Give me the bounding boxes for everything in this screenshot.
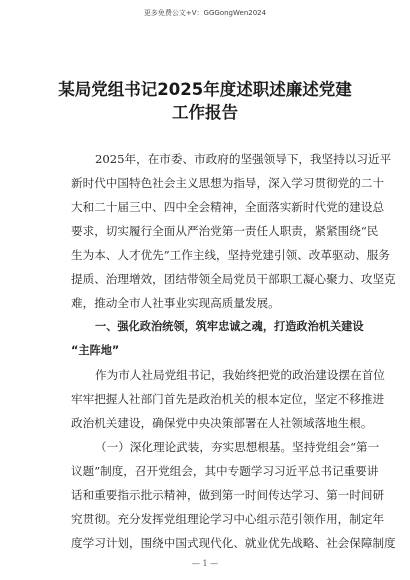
body-line: 究贯彻。充分发挥党组理论学习中心组示范引领作用，制定年 <box>71 512 385 526</box>
subsection-line: （一）深化理论武装，夯实思想根基。坚持党组会“第一 <box>95 440 380 454</box>
body-line: 大和二十届三中、四中全会精神，全面落实新时代党的建设总 <box>71 200 385 214</box>
body-line: 难，推动全市人社事业实现高质量发展。 <box>71 296 280 310</box>
body-line: 作为市人社局党组书记，我始终把党的政治建设摆在首位 <box>95 368 385 382</box>
body-line: 2025年，在市委、市政府的坚强领导下，我坚持以习近平 <box>95 152 392 166</box>
section-heading-line: 一、强化政治统领，筑牢忠诚之魂，打造政治机关建设 <box>95 320 364 333</box>
header-note: 更多免费公文+V：GGGongWen2024 <box>143 9 267 17</box>
body-line: 话和重要指示批示精神，做到第一时间传达学习、第一时间研 <box>71 488 385 502</box>
body-line: 生为本、人才优先”工作主线，坚持党建引领、改革驱动、服务 <box>71 248 390 262</box>
page-number: — 1 — <box>191 559 219 568</box>
body-line: 议题”制度，召开党组会，其中专题学习习近平总书记重要讲 <box>71 464 379 478</box>
section-heading-line: “主阵地” <box>71 344 120 357</box>
body-line: 要求，切实履行全面从严治党第一责任人职责，紧紧围绕“民 <box>71 224 379 238</box>
body-line: 度学习计划，围绕中国式现代化、就业优先战略、社会保障制度 <box>71 536 396 550</box>
body-line: 提质、治理增效，团结带领全局党员干部职工凝心聚力、攻坚克 <box>71 272 396 286</box>
body-line: 牢牢把握人社部门首先是政治机关的根本定位，坚定不移推进 <box>71 392 385 406</box>
body-line: 新时代中国特色社会主义思想为指导，深入学习贯彻党的二十 <box>71 176 385 190</box>
document-title-line-1: 某局党组书记2025年度述职述廉述党建 <box>58 80 352 99</box>
body-line: 政治机关建设，确保党中央决策部署在人社领域落地生根。 <box>71 416 373 430</box>
document-title-line-2: 工作报告 <box>172 103 238 122</box>
